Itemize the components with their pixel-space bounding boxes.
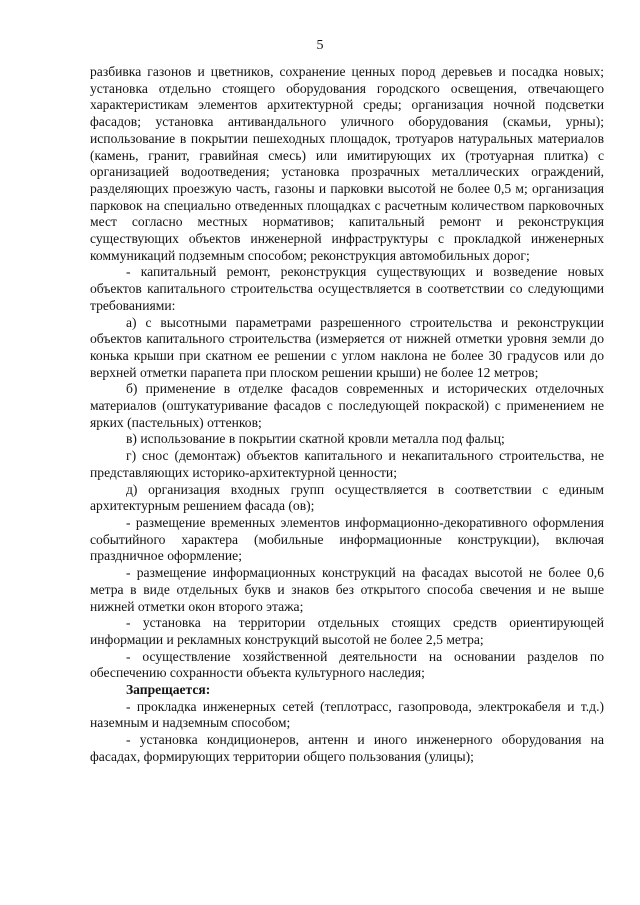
paragraph-economic-activity: - осуществление хозяйственной деятельности на основании разделов по обеспечению сохранности объекта культурного наследия;	[90, 648, 604, 681]
paragraph-demolition: г) снос (демонтаж) объектов капитального и некапитального строительства, не представляющих историко-архитектурной ценности;	[90, 448, 604, 480]
paragraph-temporary-decor: - размещение временных элементов информационно-декоративного оформления событийного характера (мобильные информационные конструкции), включая праздничное оформление;	[90, 514, 604, 564]
paragraph-standalone-signs: - установка на территории отдельных стоящих средств ориентирующей информации и рекламных конструкций высотой не более 2,5 метра;	[90, 615, 604, 647]
paragraph-utility-networks: - прокладка инженерных сетей (теплотрасс, газопровода, электрокабеля и т.д.) наземным и надземным способом;	[90, 698, 604, 731]
paragraph-roof-covering: в) использование в покрытии скатной кровли металла под фальц;	[126, 431, 505, 447]
body-text	[90, 64, 604, 766]
paragraph-capital-works: - капитальный ремонт, реконструкция существующих и возведение новых объектов капитального строительства осуществляется в соответствии со следующими требованиями:	[90, 264, 604, 313]
page-number: 5	[316, 38, 324, 53]
paragraph-entrance-groups: д) организация входных групп осуществляется в соответствии с единым архитектурным решением фасада (ов);	[90, 481, 604, 514]
paragraph-landscaping: разбивка газонов и цветников, сохранение ценных пород деревьев и посадка новых; установка отдельно стоящего оборудования городского освещения, отвечающего характеристикам элементов архитектурной среды; организация ночной подсветки фасадов; установка антивандального уличного оборудования (скамьи, урны); использование в покрытии пешеходных площадок, тротуаров натуральных материалов (камень, гранит, гравийная смесь) или имитирующих их (тротуарная плитка) с организацией водоотведения; установка прозрачных металлических ограждений, разделяющих проезжую часть, газоны и парковки высотой не более 0,5 м; организация парковок на специально отведенных площадках с расчетным количеством парковочных мест согласно местных нормативов; капитальный ремонт и реконструкция существующих объектов инженерной инфраструктуры с прокладкой инженерных коммуникаций подземным способом; реконструкция автомобильных дорог;	[90, 64, 604, 263]
paragraph-facade-equipment: - установка кондиционеров, антенн и иного инженерного оборудования на фасадах, формирующих территории общего пользования (улицы);	[90, 732, 604, 764]
paragraph-facade-finish: б) применение в отделке фасадов современных и исторических отделочных материалов (оштукатуривание фасадов с последующей покраской) с применением не ярких (пастельных) оттенков;	[90, 381, 604, 430]
paragraph-height-limit: а) с высотными параметрами разрешенного строительства и реконструкции объектов капитального строительства (измеряется от нижней отметки уровня земли до конька крыши при скатном ее решении с углом наклона не более 30 градусов или до верхней отметки парапета при плоском решении крыши) не более 12 метров;	[90, 314, 604, 380]
section-heading-prohibited: Запрещается:	[126, 682, 211, 698]
paragraph-info-signs: - размещение информационных конструкций на фасадах высотой не более 0,6 метра в виде отдельных букв и знаков без открытого способа свечения и не выше нижней отметки окон второго этажа;	[90, 565, 604, 614]
